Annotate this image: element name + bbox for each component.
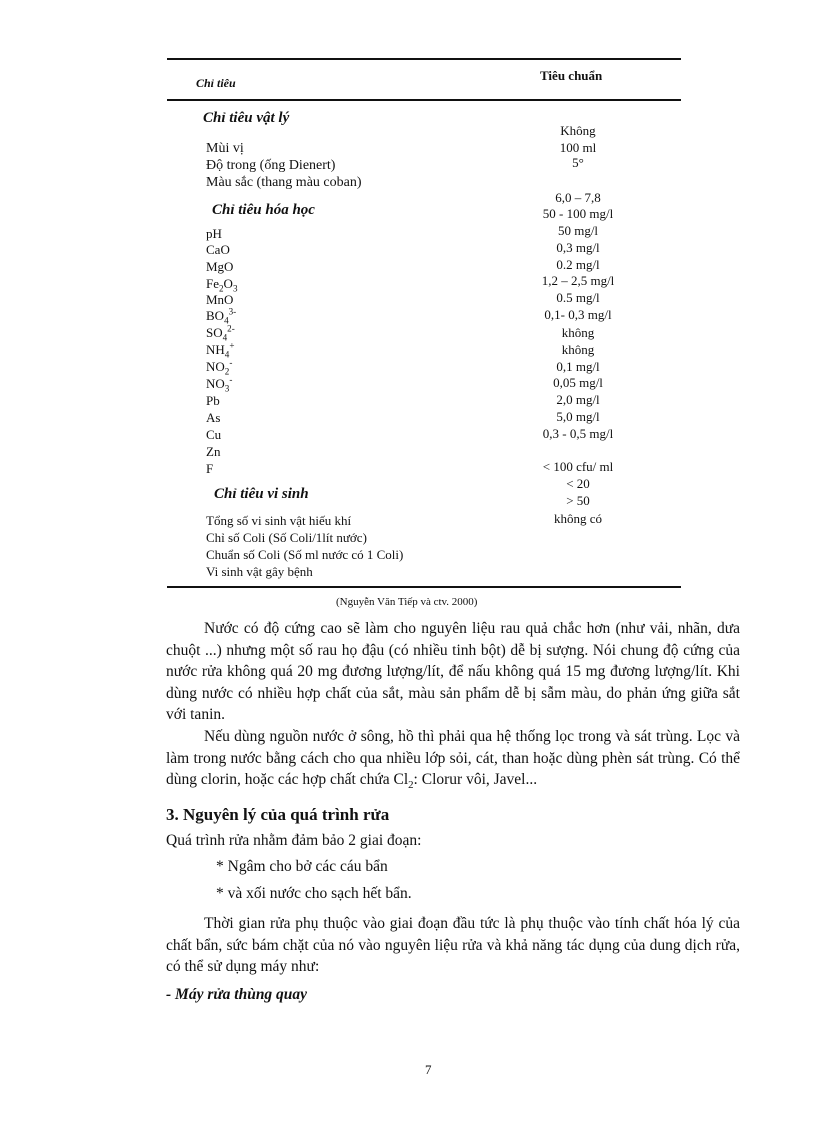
section-physical-title: Chỉ tiêu vật lý — [203, 110, 290, 126]
table-top-rule — [167, 58, 681, 60]
table-row-label: Vi sinh vật gây bệnh — [206, 564, 313, 579]
section-chemical-title: Chỉ tiêu hóa học — [212, 202, 315, 218]
intro-line: Quá trình rửa nhằm đảm bảo 2 giai đoạn: — [166, 832, 422, 849]
paragraph-water-hardness — [166, 618, 740, 726]
table-header-standard: Tiêu chuẩn — [540, 68, 603, 83]
section-heading: 3. Nguyên lý của quá trình rửa — [166, 805, 390, 824]
table-row-value: < 20 — [566, 476, 590, 491]
page-number: 7 — [425, 1062, 432, 1077]
paragraph-text: Thời gian rửa phụ thuộc vào giai đoạn đầu tức là phụ thuộc vào tính chất hóa lý của chất bẩn, sức bám chặt của nó vào nguyên liệu rửa và khả năng tác dụng của dung dịch rửa, có thể sử dụng máy như: — [166, 915, 740, 975]
table-row-label: Zn — [206, 444, 221, 459]
table-row-value: Không — [560, 123, 596, 138]
table-row-label: F — [206, 461, 214, 476]
table-row-label: $NH_4^+$ — [206, 340, 235, 360]
table-row-label: As — [206, 410, 221, 425]
table-row-label: Cu — [206, 427, 222, 442]
table-row-label: Mùi vị — [206, 141, 244, 156]
table-row-label: MgO — [206, 259, 234, 274]
table-row-value: 0,3 mg/l — [556, 240, 600, 255]
table-row-value: không có — [553, 511, 603, 526]
table-row-value: 0.5 mg/l — [556, 290, 600, 305]
table-row-value: 0.2 mg/l — [556, 257, 600, 272]
table-row-label: Màu sắc (thang màu coban) — [206, 175, 362, 190]
paragraph-text: Nước có độ cứng cao sẽ làm cho nguyên liệu rau quả chắc hơn (như vải, nhãn, dưa chuột ...) nhưng một số rau họ đậu (có nhiều tinh bột) dễ bị sượng. Nói chung độ cứng của nước rửa không quá 20 mg đương lượng/lít, để nấu không quá 15 mg đương lượng/lít. Khi dùng nước có nhiều hợp chất của sắt, màu sản phẩm dễ bị sẫm màu, do phản ứng giữa sắt với tanin. — [166, 620, 740, 723]
table-row-label: Độ trong (ống Dienert) — [206, 158, 336, 173]
table-row-value: 2,0 mg/l — [556, 392, 600, 407]
table-bottom-rule — [167, 586, 681, 588]
table-row-label: $Fe_2O_3$ — [206, 276, 238, 294]
table-source-caption: (Nguyễn Văn Tiếp và ctv. 2000) — [336, 596, 478, 608]
table-row-value: không — [561, 325, 595, 340]
table-row-value: 1,2 – 2,5 mg/l — [541, 273, 615, 288]
table-row-value: 0,1 mg/l — [556, 359, 600, 374]
table-row-value: 50 mg/l — [557, 223, 599, 238]
table-header-rule — [167, 99, 681, 101]
table-row-value: < 100 cfu/ ml — [542, 459, 614, 474]
table-row-value: 50 - 100 mg/l — [542, 206, 614, 221]
table-row-label: MnO — [206, 292, 234, 307]
table-row-label: CaO — [206, 242, 230, 257]
table-row-label: Pb — [206, 393, 220, 408]
table-row-value: không — [561, 342, 595, 357]
paragraph-text: Nếu dùng nguồn nước ở sông, hồ thì phải qua hệ thống lọc trong và sát trùng. Lọc và làm trong nước bằng cách cho qua nhiều lớp sỏi, cát, than hoặc dùng phèn sát trùng. Có thể dùng clorin, hoặc các hợp chất chứa $Cl_2$: Clorur vôi, Javel... — [166, 728, 740, 792]
table-row-label: pH — [206, 226, 222, 241]
table-row-label: Tổng số vi sinh vật hiếu khí — [206, 513, 352, 528]
table-header-criteria: Chỉ tiêu — [196, 76, 236, 90]
table-row-value: 6,0 – 7,8 — [555, 190, 601, 205]
paragraph-washing-time — [166, 913, 740, 978]
bullet-soak: * Ngâm cho bở các cáu bẩn — [216, 858, 388, 875]
table-row-label: $SO_4^{2-}$ — [206, 323, 235, 343]
table-row-label: Chuẩn số Coli (Số ml nước có 1 Coli) — [206, 547, 404, 562]
section-microbial-title: Chỉ tiêu vi sinh — [214, 486, 309, 502]
table-row-label: $NO_2^-$ — [206, 357, 233, 377]
machine-heading: - Máy rửa thùng quay — [166, 986, 308, 1003]
table-row-value: 0,3 - 0,5 mg/l — [542, 426, 614, 441]
table-row-label: $NO_3^-$ — [206, 374, 233, 394]
table-row-value: 5,0 mg/l — [556, 409, 600, 424]
table-row-value: > 50 — [566, 493, 590, 508]
table-row-value: 5° — [572, 155, 584, 170]
table-row-label: Chỉ số Coli (Số Coli/1lít nước) — [206, 530, 367, 545]
bullet-rinse: * và xối nước cho sạch hết bẩn. — [216, 885, 412, 902]
paragraph-water-treatment — [166, 726, 740, 791]
table-row-label: $BO_4^{3-}$ — [206, 306, 237, 326]
table-row-value: 0,05 mg/l — [553, 375, 603, 390]
table-row-value: 100 ml — [559, 140, 597, 155]
table-row-value: 0,1- 0,3 mg/l — [544, 307, 612, 322]
